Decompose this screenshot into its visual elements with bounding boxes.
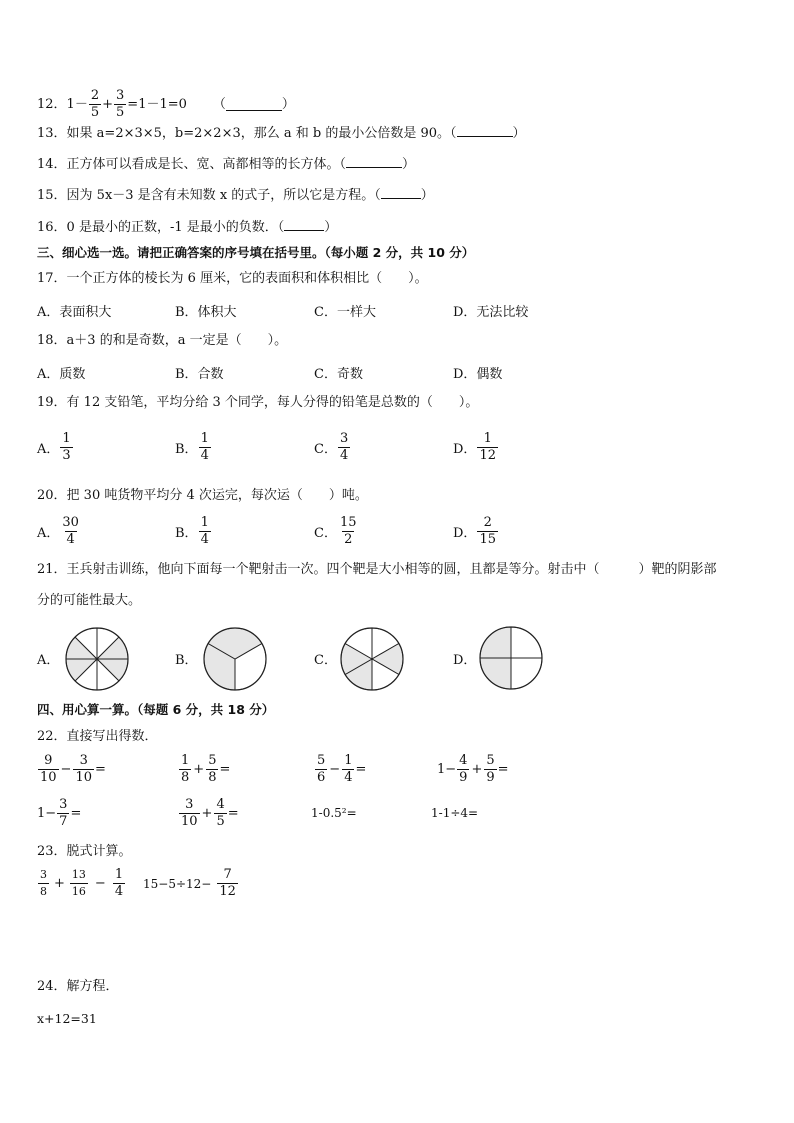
- option-label: B．: [175, 526, 198, 541]
- target-a[interactable]: [63, 625, 131, 693]
- question-24: 24．解方程．: [37, 979, 119, 994]
- answer-blank[interactable]: [284, 218, 324, 231]
- option-label: C．: [314, 442, 337, 457]
- fraction: [38, 753, 59, 786]
- fraction: [70, 867, 88, 900]
- denominator: 4: [66, 532, 75, 547]
- question-text: 16．0 是最小的正数，-1 是最小的负数．（: [37, 220, 285, 235]
- denominator: 4: [200, 532, 209, 547]
- target-d[interactable]: [477, 624, 545, 692]
- denominator: 5: [116, 105, 125, 120]
- expr-text: 1−: [37, 806, 57, 821]
- denominator: 4: [200, 448, 209, 463]
- numerator: 2: [90, 88, 100, 103]
- option-a[interactable]: A．质数: [37, 367, 86, 382]
- numerator: 1: [344, 753, 353, 768]
- expression-6: [178, 797, 239, 830]
- option-b[interactable]: [175, 515, 212, 548]
- numerator: 1: [483, 431, 492, 446]
- question-20: 20．把 30 吨货物平均分 4 次运完，每次运（ ）吨。: [37, 488, 368, 503]
- question-13: [37, 124, 526, 143]
- equation: x+12=31: [37, 1011, 97, 1026]
- fraction: [60, 515, 81, 548]
- equals: =: [497, 762, 509, 777]
- numerator: 4: [459, 753, 468, 768]
- option-label: A．: [37, 526, 60, 541]
- option-label: D．: [453, 442, 477, 457]
- option-b[interactable]: B．体积大: [175, 305, 237, 320]
- option-d[interactable]: D．偶数: [453, 367, 503, 382]
- denominator: 10: [40, 770, 57, 785]
- denominator: 8: [40, 885, 47, 898]
- fraction: [457, 753, 469, 786]
- calc-expression-2: [143, 867, 239, 900]
- target-c[interactable]: [338, 625, 406, 693]
- fraction: [342, 753, 354, 786]
- option-b[interactable]: B．合数: [175, 367, 224, 382]
- option-a[interactable]: [37, 431, 74, 464]
- denominator: 9: [486, 770, 495, 785]
- denominator: 15: [479, 532, 496, 547]
- option-c[interactable]: C．一样大: [314, 305, 376, 320]
- option-d[interactable]: [453, 515, 499, 548]
- option-c[interactable]: [314, 515, 360, 548]
- numerator: 1: [200, 431, 209, 446]
- option-d[interactable]: [453, 431, 499, 464]
- expression-7: 1-0.5²=: [311, 806, 357, 820]
- section-3-title: 三、细心选一选。请把正确答案的序号填在括号里。（每小题 2 分，共 10 分）: [37, 245, 475, 260]
- numerator: 7: [223, 867, 232, 882]
- option-b[interactable]: [175, 431, 212, 464]
- fraction: [114, 88, 126, 121]
- expr-text: 1－: [66, 96, 88, 112]
- paren-close: ）: [324, 220, 338, 235]
- option-a-label[interactable]: A．: [37, 653, 60, 668]
- question-19: 19．有 12 支铅笔，平均分给 3 个同学，每人分得的铅笔是总数的（ ）。: [37, 395, 479, 410]
- numerator: 5: [317, 753, 326, 768]
- denominator: 10: [75, 770, 92, 785]
- fraction: [57, 797, 69, 830]
- question-12: [37, 88, 295, 121]
- expr-text: 15−5÷12−: [143, 876, 212, 891]
- denominator: 12: [479, 448, 496, 463]
- option-c[interactable]: C．奇数: [314, 367, 363, 382]
- expression-5: [37, 797, 81, 830]
- denominator: 8: [181, 770, 190, 785]
- equals: =: [227, 806, 239, 821]
- denominator: 7: [59, 814, 68, 829]
- operator: −: [60, 762, 72, 777]
- option-label: C．: [314, 526, 337, 541]
- fraction: [484, 753, 496, 786]
- denominator: 4: [339, 448, 349, 463]
- question-15: [37, 186, 434, 205]
- answer-blank[interactable]: [457, 124, 513, 137]
- denominator: 4: [114, 884, 124, 899]
- numerator: 5: [208, 753, 217, 768]
- fraction: [206, 753, 218, 786]
- paren-open: （: [212, 96, 226, 112]
- option-d-label[interactable]: D．: [453, 653, 477, 668]
- option-b-label[interactable]: B．: [175, 653, 198, 668]
- option-c[interactable]: [314, 431, 351, 464]
- option-label: D．: [453, 526, 477, 541]
- expression-8: 1-1÷4=: [431, 806, 479, 820]
- option-label: A．: [37, 442, 60, 457]
- fraction: [477, 515, 498, 548]
- numerator: 9: [44, 753, 53, 768]
- target-b[interactable]: [201, 625, 269, 693]
- paren-close: ）: [402, 157, 416, 172]
- expression-4: [437, 753, 509, 786]
- operator: +: [54, 876, 65, 891]
- operator: +: [102, 96, 114, 112]
- fraction: [113, 867, 125, 900]
- numerator: 3: [339, 431, 349, 446]
- numerator: 1: [114, 867, 124, 882]
- denominator: 10: [181, 814, 198, 829]
- denominator: 5: [216, 814, 225, 829]
- fraction: [73, 753, 94, 786]
- question-21-line-2: 分的可能性最大。: [37, 593, 142, 608]
- fraction: [338, 515, 359, 548]
- question-14: [37, 155, 415, 174]
- numerator: 4: [216, 797, 225, 812]
- numerator: 3: [79, 753, 88, 768]
- answer-blank[interactable]: [381, 186, 421, 199]
- numerator: 1: [62, 431, 71, 446]
- operator: +: [201, 806, 213, 821]
- option-c-label[interactable]: C．: [314, 653, 337, 668]
- denominator: 4: [344, 770, 353, 785]
- numerator: 3: [116, 88, 125, 103]
- numerator: 2: [483, 515, 492, 530]
- fraction: [477, 431, 498, 464]
- expr-text: 1−: [437, 762, 457, 777]
- denominator: 3: [62, 448, 71, 463]
- question-text: 13．如果 a=2×3×5，b=2×2×3，那么 a 和 b 的最小公倍数是 90。（: [37, 126, 457, 141]
- numerator: 1: [181, 753, 190, 768]
- question-17: 17．一个正方体的棱长为 6 厘米，它的表面积和体积相比（ ）。: [37, 271, 428, 286]
- fraction: [315, 753, 327, 786]
- numerator: 3: [40, 868, 47, 881]
- question-16: [37, 218, 337, 237]
- paren-close: ）: [420, 188, 434, 203]
- fraction: [179, 797, 200, 830]
- operator: −: [94, 876, 106, 891]
- calc-expression-1: [37, 867, 126, 900]
- question-23: 23．脱式计算。: [37, 844, 132, 859]
- expression-2: [178, 753, 230, 786]
- paren-close: ）: [281, 96, 295, 112]
- question-18: 18．a＋3 的和是奇数，a 一定是（ ）。: [37, 333, 288, 348]
- numerator: 13: [71, 868, 86, 881]
- operator: −: [329, 762, 341, 777]
- denominator: 9: [459, 770, 468, 785]
- numerator: 3: [59, 797, 68, 812]
- question-number: 12．: [37, 96, 67, 112]
- fraction: [199, 515, 211, 548]
- expression-3: [314, 753, 366, 786]
- numerator: 1: [200, 515, 209, 530]
- numerator: 30: [62, 515, 79, 530]
- operator: +: [471, 762, 483, 777]
- option-a[interactable]: A．表面积大: [37, 305, 112, 320]
- fraction: [60, 431, 72, 464]
- option-a[interactable]: [37, 515, 82, 548]
- answer-blank[interactable]: [226, 98, 282, 111]
- operator: +: [193, 762, 205, 777]
- fraction: [38, 867, 49, 900]
- fraction: [217, 867, 238, 900]
- equals: =: [355, 762, 367, 777]
- expr-text: =1－1=0: [127, 96, 187, 112]
- paren-close: ）: [512, 126, 526, 141]
- fraction: [89, 88, 101, 121]
- denominator: 6: [317, 770, 326, 785]
- answer-blank[interactable]: [346, 155, 402, 168]
- expression-1: [37, 753, 106, 786]
- question-text: 14．正方体可以看成是长、宽、高都相等的长方体。（: [37, 157, 347, 172]
- fraction: [214, 797, 226, 830]
- fraction: [338, 431, 350, 464]
- question-22: 22．直接写出得数．: [37, 729, 158, 744]
- option-d[interactable]: D．无法比较: [453, 305, 529, 320]
- equals: =: [219, 762, 231, 777]
- equals: =: [70, 806, 82, 821]
- question-21-line-1: 21．王兵射击训练，他向下面每一个靶射击一次。四个靶是大小相等的圆，且都是等分。射击中（ ）靶的阴影部: [37, 562, 717, 577]
- numerator: 3: [185, 797, 194, 812]
- section-4-title: 四、用心算一算。（每题 6 分，共 18 分）: [37, 702, 275, 717]
- question-text: 15．因为 5x－3 是含有未知数 x 的式子，所以它是方程。（: [37, 188, 381, 203]
- fraction: [179, 753, 191, 786]
- numerator: 5: [486, 753, 495, 768]
- option-label: B．: [175, 442, 198, 457]
- fraction: [199, 431, 211, 464]
- denominator: 8: [208, 770, 217, 785]
- equals: =: [95, 762, 106, 777]
- denominator: 16: [71, 885, 86, 898]
- denominator: 12: [219, 884, 236, 899]
- denominator: 2: [344, 532, 353, 547]
- numerator: 15: [339, 515, 357, 530]
- denominator: 5: [90, 105, 100, 120]
